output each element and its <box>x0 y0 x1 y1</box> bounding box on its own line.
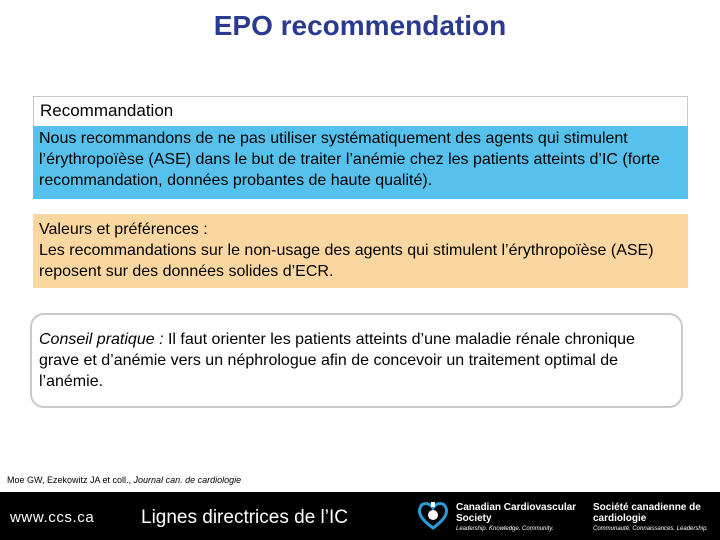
values-text: Les recommandations sur le non-usage des agents qui stimulent l’érythropoïèse (ASE) reposent sur des données solides d’ECR. <box>39 242 654 280</box>
practical-tip-text: Il faut orienter les patients atteints d’une maladie rénale chronique grave et d’anémie vers un néphrologue afin de concevoir un traitement optimal de l’anémie. <box>39 331 635 390</box>
ccs-heart-logo-icon <box>416 498 450 532</box>
recommendation-text: Nous recommandons de ne pas utiliser systématiquement des agents qui stimulent l’érythropoïèse (ASE) dans le but de traiter l’anémie chez les patients atteints d’IC (forte recommandation, données probantes de haute qualité). <box>33 126 688 199</box>
org-french <box>593 502 720 533</box>
org-english <box>456 502 588 533</box>
footer-guidelines-title: Lignes directrices de l’IC <box>141 507 348 528</box>
footer-url-link[interactable]: www.ccs.ca <box>10 509 95 526</box>
org-english-tagline: Leadership. Knowledge. Community. <box>456 526 554 532</box>
practical-tip-box <box>30 313 683 408</box>
practical-tip-label: Conseil pratique : <box>39 331 164 348</box>
recommendation-box <box>33 96 688 199</box>
footer-bar <box>0 492 720 540</box>
citation-authors: Moe GW, Ezekowitz JA et coll., <box>7 475 134 485</box>
values-label: Valeurs et préférences : <box>39 221 208 238</box>
citation-journal: Journal can. de cardiologie <box>133 475 242 485</box>
org-french-tagline: Communauté. Connaissances. Leadership. <box>593 526 709 532</box>
org-french-name: Société canadienne de cardiologie <box>593 502 701 524</box>
recommendation-header: Recommandation <box>33 96 688 126</box>
citation <box>7 475 241 486</box>
slide-title: EPO recommendation <box>213 10 507 41</box>
values-preferences-box <box>33 214 688 288</box>
org-english-name: Canadian Cardiovascular Society <box>456 502 577 524</box>
